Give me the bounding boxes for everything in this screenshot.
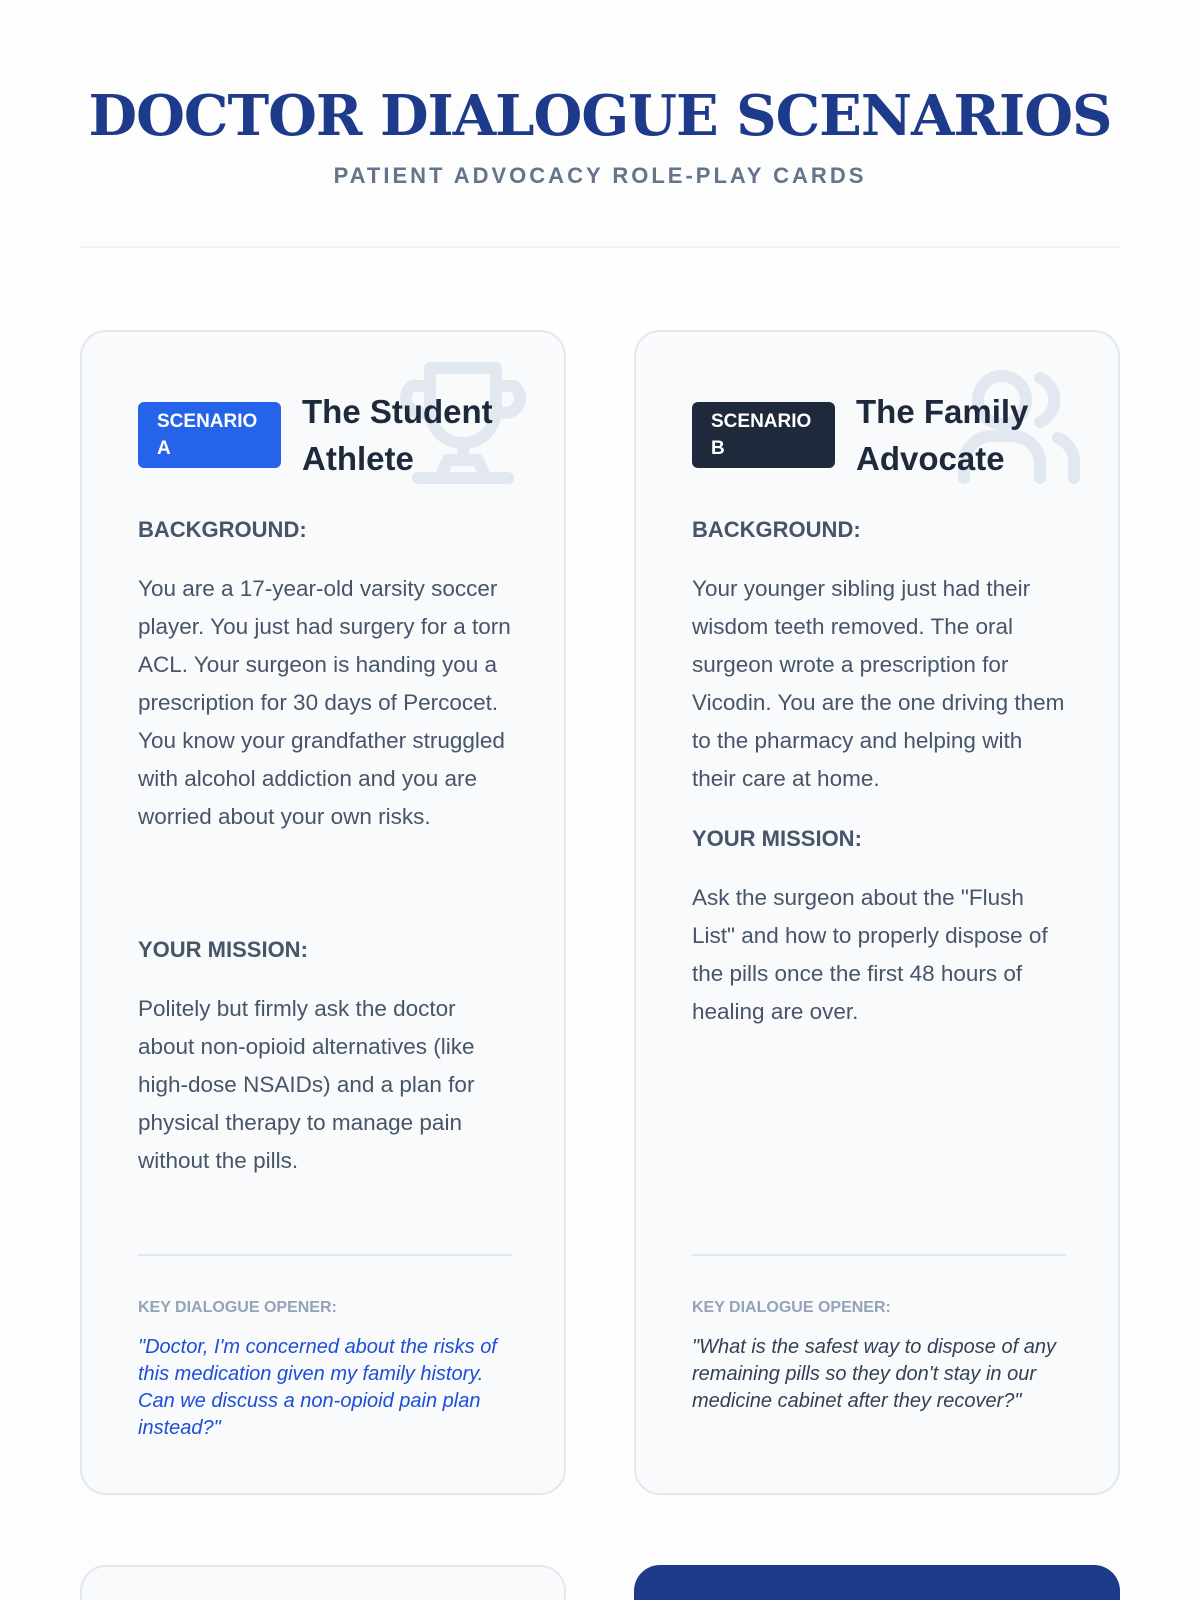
scenario-badge: SCENARIO B <box>692 402 835 468</box>
header-divider <box>80 246 1120 248</box>
card-divider <box>138 1254 512 1256</box>
page-title: DOCTOR DIALOGUE SCENARIOS <box>88 83 1112 149</box>
scenario-card-d <box>634 1565 1120 1600</box>
background-text: You are a 17-year-old varsity soccer player. You just had surgery for a torn ACL. Your surgeon is handing you a prescription for 30 days of Percocet. You know your grandfather struggled with alcohol addiction and you are worried about your own risks. <box>138 576 511 829</box>
scenario-card-b <box>634 330 1120 1495</box>
opener-label: KEY DIALOGUE OPENER: <box>138 1299 337 1316</box>
background-text: Your younger sibling just had their wisdom teeth removed. The oral surgeon wrote a prescription for Vicodin. You are the one driving them to the pharmacy and helping with their care at home. <box>692 576 1065 791</box>
card-divider <box>692 1254 1066 1256</box>
card-title: The Family Advocate <box>856 393 1029 477</box>
opener-quote: "Doctor, I'm concerned about the risks of this medication given my family history. Can we discuss a non-opioid pain plan instead?" <box>138 1336 497 1439</box>
scenario-card-a <box>80 330 566 1495</box>
opener-label: KEY DIALOGUE OPENER: <box>692 1299 891 1316</box>
mission-text: Politely but firmly ask the doctor about non-opioid alternatives (like high-dose NSAIDs) and a plan for physical therapy to manage pain without the pills. <box>138 996 475 1173</box>
scenario-badge: SCENARIO A <box>138 402 281 468</box>
mission-label: YOUR MISSION: <box>138 937 308 962</box>
mission-text: Ask the surgeon about the "Flush List" and how to properly dispose of the pills once the first 48 hours of healing are over. <box>692 885 1048 1024</box>
background-label: BACKGROUND: <box>692 517 861 542</box>
scenario-card-c <box>80 1565 566 1600</box>
card-title: The Student Athlete <box>302 393 493 477</box>
page-subtitle: PATIENT ADVOCACY ROLE-PLAY CARDS <box>333 163 867 188</box>
opener-quote: "What is the safest way to dispose of any remaining pills so they don't stay in our medicine cabinet after they recover?" <box>692 1336 1056 1412</box>
mission-label: YOUR MISSION: <box>692 826 862 851</box>
background-label: BACKGROUND: <box>138 517 307 542</box>
